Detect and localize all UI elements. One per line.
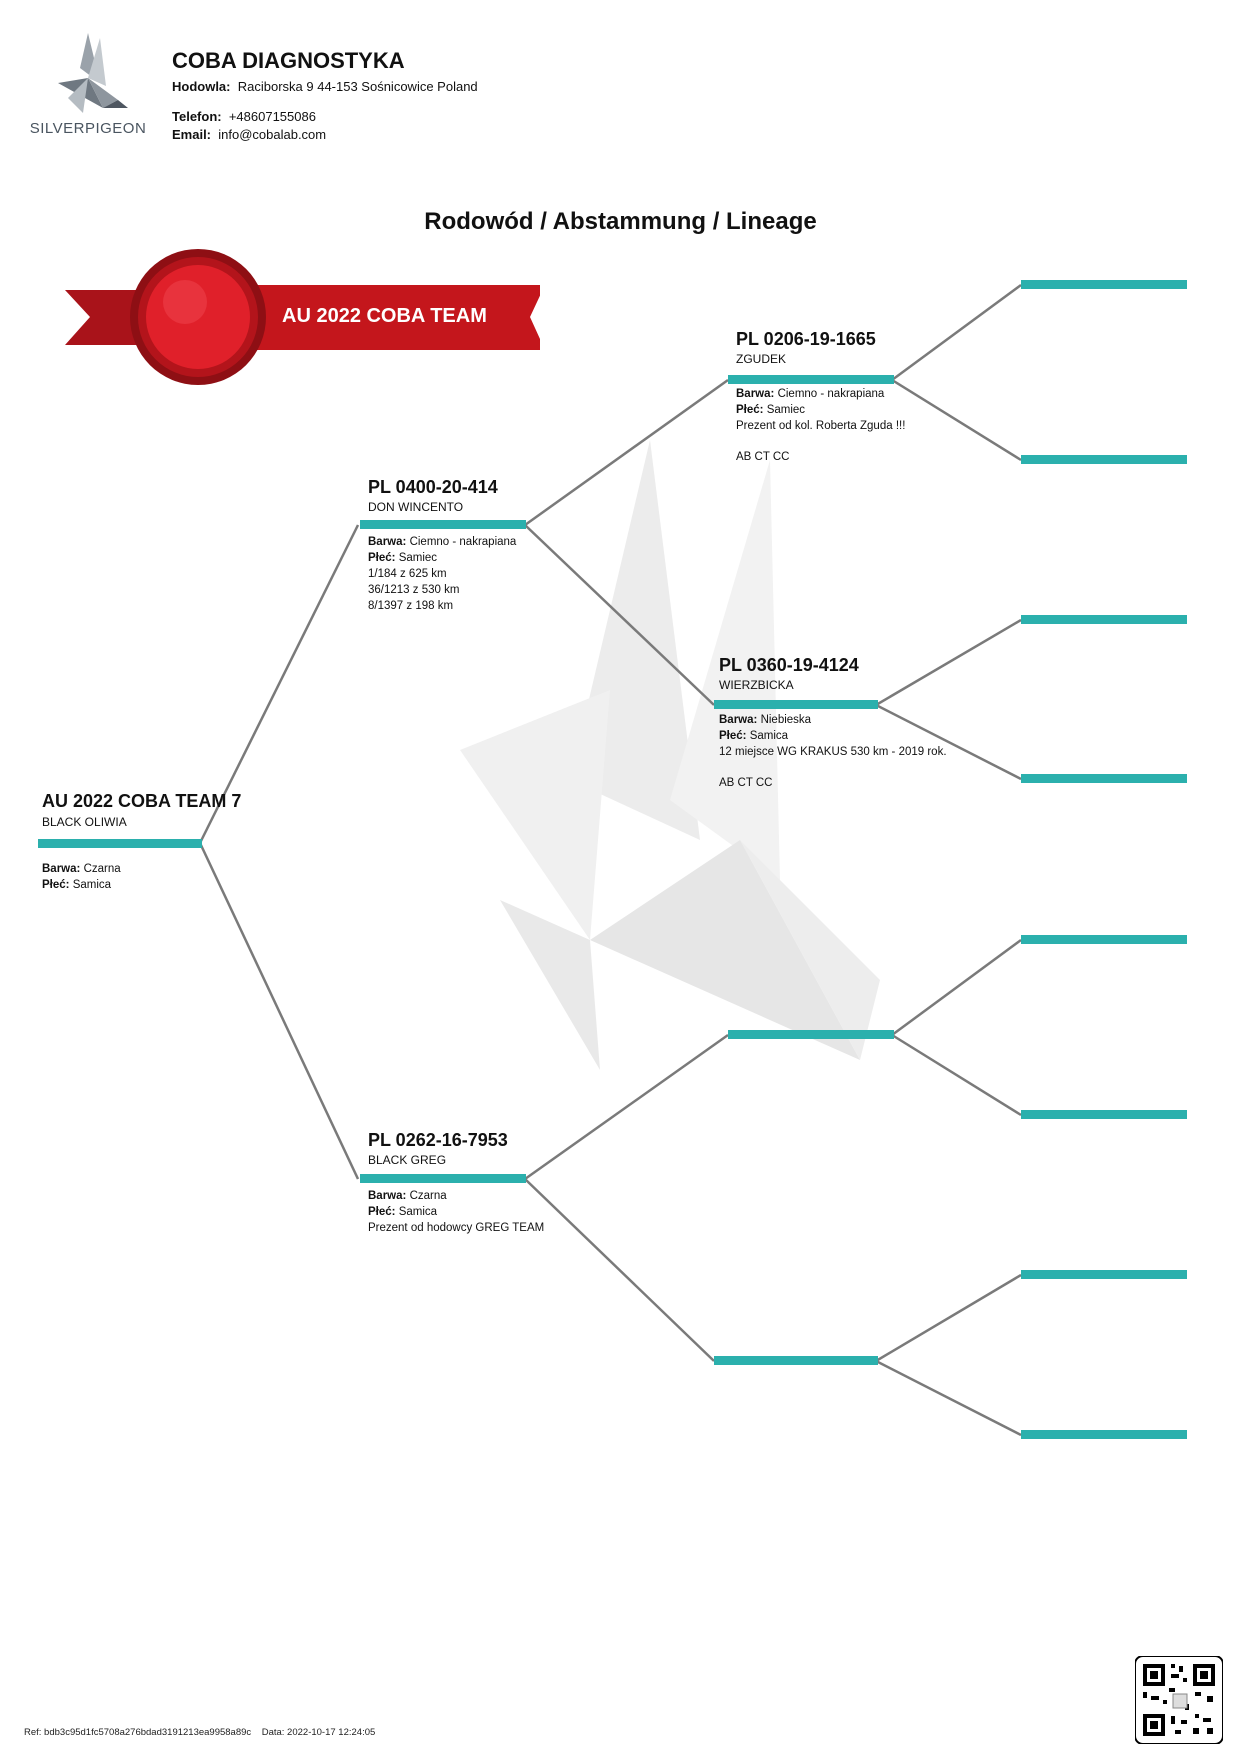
pigeon-barwa: Czarna: [83, 863, 121, 875]
address-label: Hodowla:: [172, 79, 231, 94]
father-bar: [360, 520, 526, 529]
pigeon-ring: AU 2022 COBA TEAM 7: [42, 791, 242, 811]
pgf-plec: Samiec: [766, 404, 806, 416]
father-name: DON WINCENTO: [368, 500, 464, 514]
barwa-label: Barwa:: [719, 714, 758, 726]
paternal-grandfather-bar: [728, 375, 894, 384]
father-note: 36/1213 z 530 km: [368, 584, 460, 596]
paternal-grandmother-bar: [714, 700, 878, 709]
father-barwa: Ciemno - nakrapiana: [409, 536, 517, 548]
father-ring: PL 0400-20-414: [368, 477, 498, 497]
ribbon-label: AU 2022 COBA TEAM: [282, 305, 487, 327]
mother-plec: Samica: [398, 1206, 438, 1218]
maternal-grandmother-bar: [714, 1356, 878, 1365]
father-plec: Samiec: [398, 552, 438, 564]
plec-label: Płeć:: [736, 404, 764, 416]
mother-name: BLACK GREG: [368, 1153, 447, 1167]
mother-ring: PL 0262-16-7953: [368, 1130, 508, 1150]
father-info: [368, 534, 516, 614]
barwa-label: Barwa:: [736, 388, 775, 400]
father-note: 1/184 z 625 km: [368, 568, 447, 580]
pgf-extra: AB CT CC: [736, 451, 790, 463]
paternal-grandfather-name: ZGUDEK: [736, 352, 787, 366]
phone-value: +48607155086: [228, 109, 316, 124]
paternal-grandmother-ring: PL 0360-19-4124: [719, 655, 859, 675]
logo-text: SILVERPIGEON: [29, 120, 147, 137]
pigeon-info: [42, 861, 121, 893]
paternal-grandmother-name: WIERZBICKA: [719, 678, 794, 692]
great-grandparent-bar: [1021, 1270, 1187, 1279]
barwa-label: Barwa:: [42, 863, 81, 875]
plec-label: Płeć:: [42, 879, 70, 891]
great-grandparent-bar: [1021, 615, 1187, 624]
paternal-grandfather-info: [736, 386, 905, 465]
phone-label: Telefon:: [172, 109, 222, 124]
barwa-label: Barwa:: [368, 536, 407, 548]
great-grandparent-bar: [1021, 1430, 1187, 1439]
mother-bar: [360, 1174, 526, 1183]
paternal-grandmother-info: [719, 712, 947, 791]
great-grandparent-bar: [1021, 280, 1187, 289]
pigeon-bar: [38, 839, 202, 848]
company-name: COBA DIAGNOSTYKA: [172, 48, 405, 73]
mother-info: [368, 1188, 544, 1236]
great-grandparent-bar: [1021, 455, 1187, 464]
pigeon-plec: Samica: [72, 879, 112, 891]
great-grandparent-bar: [1021, 1110, 1187, 1119]
email-value: info@cobalab.com: [218, 127, 327, 142]
address-value: Raciborska 9 44-153 Sośnicowice Poland: [237, 79, 478, 94]
barwa-label: Barwa:: [368, 1190, 407, 1202]
pgm-extra: AB CT CC: [719, 777, 773, 789]
pgm-barwa: Niebieska: [760, 714, 812, 726]
pgm-note: 12 miejsce WG KRAKUS 530 km - 2019 rok.: [719, 746, 947, 758]
pgf-barwa: Ciemno - nakrapiana: [777, 388, 885, 400]
pgf-note: Prezent od kol. Roberta Zguda !!!: [736, 420, 906, 432]
email-label: Email:: [172, 127, 212, 142]
paternal-grandfather-ring: PL 0206-19-1665: [736, 329, 876, 349]
qr-code-icon: [1135, 1656, 1223, 1744]
plec-label: Płeć:: [368, 552, 396, 564]
pigeon-name: BLACK OLIWIA: [42, 815, 127, 829]
maternal-grandfather-bar: [728, 1030, 894, 1039]
footer-ref: Ref: bdb3c95d1fc5708a276bdad3191213ea9958a89c Data: 2022-10-17 12:24:05: [24, 1727, 376, 1738]
mother-note: Prezent od hodowcy GREG TEAM: [368, 1222, 545, 1234]
pgm-plec: Samica: [749, 730, 789, 742]
plec-label: Płeć:: [368, 1206, 396, 1218]
page-title: Rodowód / Abstammung / Lineage: [424, 208, 817, 235]
mother-barwa: Czarna: [409, 1190, 447, 1202]
father-note: 8/1397 z 198 km: [368, 600, 454, 612]
plec-label: Płeć:: [719, 730, 747, 742]
great-grandparent-bar: [1021, 935, 1187, 944]
great-grandparent-bar: [1021, 774, 1187, 783]
